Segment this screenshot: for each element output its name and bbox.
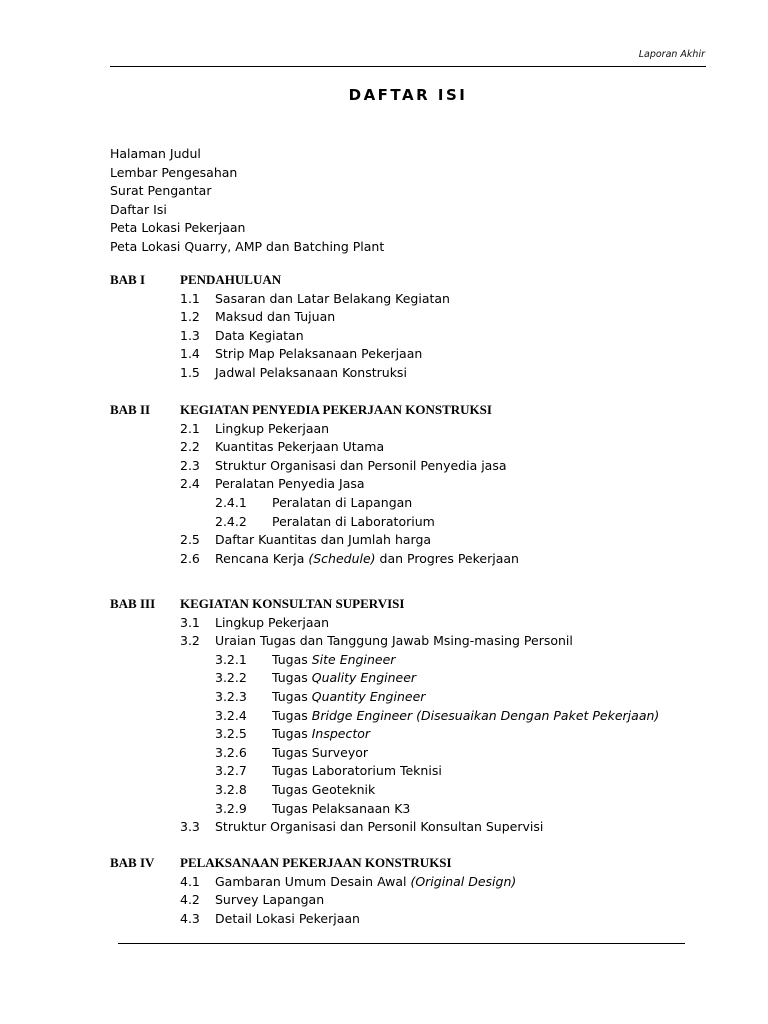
- item-text: Tugas Quantity Engineer: [272, 689, 426, 704]
- item-text: Tugas Surveyor: [272, 744, 369, 760]
- item-number: 3.2.8: [215, 782, 247, 797]
- page-title: DAFTAR ISI: [348, 86, 468, 104]
- item-text: Jadwal Pelaksanaan Konstruksi: [215, 365, 407, 380]
- item-number: 1.3: [180, 327, 200, 343]
- item-number: 4.3: [180, 910, 200, 926]
- item-text-italic: Site Engineer: [311, 651, 396, 667]
- item-number: 2.4: [180, 476, 200, 492]
- item-number: 2.6: [180, 550, 200, 566]
- item-text: Tugas Laboratorium Teknisi: [272, 763, 442, 779]
- front-matter-item: Halaman Judul: [110, 146, 201, 161]
- item-text: Tugas Site Engineer: [272, 651, 396, 667]
- item-text-italic: (Original Design): [410, 873, 517, 889]
- item-text-italic: (Schedule): [308, 550, 376, 566]
- item-number: 2.1: [180, 420, 200, 436]
- item-number: 3.2.5: [215, 726, 247, 742]
- item-text: Tugas Pelaksanaan K3: [272, 800, 411, 816]
- item-text: Strip Map Pelaksanaan Pekerjaan: [215, 346, 423, 362]
- item-text-italic: Quality Engineer: [311, 670, 417, 686]
- item-text-italic: Bridge Engineer (Disesuaikan Dengan Paket Pekerjaan): [311, 707, 660, 723]
- item-text: Data Kegiatan: [215, 327, 304, 343]
- item-text: Lingkup Pekerjaan: [215, 614, 330, 630]
- header-divider: [110, 66, 706, 67]
- item-number: 2.2: [180, 439, 200, 455]
- header-label: Laporan Akhir: [638, 49, 705, 60]
- item-number: 3.2.6: [215, 744, 247, 760]
- item-number: 2.3: [180, 457, 200, 473]
- item-number: 4.2: [180, 892, 200, 908]
- chapter-label: BAB I: [110, 272, 146, 287]
- item-number: 1.2: [180, 309, 200, 325]
- item-text: Sasaran dan Latar Belakang Kegiatan: [215, 290, 450, 306]
- item-text-italic: Inspector: [311, 726, 371, 742]
- chapter-title: PELAKSANAAN PEKERJAAN KONSTRUKSI: [180, 855, 452, 870]
- item-text: Struktur Organisasi dan Personil Penyedia jasa: [215, 457, 507, 473]
- item-text: Tugas Geoteknik: [272, 782, 376, 797]
- item-text: Peralatan di Laboratorium: [272, 513, 435, 529]
- item-text: Detail Lokasi Pekerjaan: [215, 910, 360, 926]
- item-number: 3.2: [180, 633, 200, 649]
- item-text: Peralatan Penyedia Jasa: [215, 476, 365, 492]
- footer-divider: [118, 943, 685, 944]
- chapter-title: KEGIATAN KONSULTAN SUPERVISI: [180, 596, 405, 611]
- front-matter-list: [110, 145, 384, 257]
- front-matter-item: Peta Lokasi Pekerjaan: [110, 220, 246, 236]
- item-text: Struktur Organisasi dan Personil Konsultan Supervisi: [215, 819, 544, 835]
- item-number: 3.2.2: [215, 670, 247, 686]
- item-text: Survey Lapangan: [215, 892, 325, 908]
- front-matter-item: Peta Lokasi Quarry, AMP dan Batching Plant: [110, 238, 385, 254]
- item-text: Tugas Quality Engineer: [272, 670, 417, 686]
- item-number: 3.2.7: [215, 763, 247, 779]
- front-matter-item: Lembar Pengesahan: [110, 164, 238, 180]
- item-text: Rencana Kerja (Schedule) dan Progres Pekerjaan: [215, 550, 519, 566]
- item-text: Daftar Kuantitas dan Jumlah harga: [215, 532, 432, 548]
- chapter-label: BAB III: [110, 596, 156, 611]
- item-number: 2.4.1: [215, 495, 247, 510]
- chapter-label: BAB II: [110, 402, 151, 417]
- chapter-title: KEGIATAN PENYEDIA PEKERJAAN KONSTRUKSI: [180, 402, 492, 417]
- front-matter-item: Daftar Isi: [110, 201, 167, 217]
- front-matter-item: Surat Pengantar: [110, 183, 212, 199]
- item-number: 1.5: [180, 365, 200, 380]
- item-text: Gambaran Umum Desain Awal (Original Design): [215, 873, 517, 889]
- item-number: 2.5: [180, 532, 200, 548]
- item-text: Uraian Tugas dan Tanggung Jawab Msing-masing Personil: [215, 633, 573, 649]
- item-text-italic: Quantity Engineer: [311, 689, 426, 704]
- item-number: 3.2.1: [215, 651, 247, 667]
- item-number: 2.4.2: [215, 513, 247, 529]
- chapter-label: BAB IV: [110, 855, 155, 870]
- item-number: 3.2.3: [215, 689, 247, 704]
- item-number: 4.1: [180, 873, 200, 889]
- item-text: Maksud dan Tujuan: [215, 309, 336, 325]
- item-number: 3.1: [180, 614, 200, 630]
- item-text: Tugas Inspector: [272, 726, 371, 742]
- item-number: 3.2.9: [215, 800, 247, 816]
- item-text: Peralatan di Lapangan: [272, 495, 413, 510]
- item-number: 1.1: [180, 290, 200, 306]
- item-number: 1.4: [180, 346, 200, 362]
- item-text: Kuantitas Pekerjaan Utama: [215, 439, 385, 455]
- item-text: Tugas Bridge Engineer (Disesuaikan Dengan Paket Pekerjaan): [272, 707, 660, 723]
- item-number: 3.2.4: [215, 707, 247, 723]
- item-number: 3.3: [180, 819, 200, 835]
- item-text: Lingkup Pekerjaan: [215, 420, 330, 436]
- chapter-title: PENDAHULUAN: [180, 272, 282, 287]
